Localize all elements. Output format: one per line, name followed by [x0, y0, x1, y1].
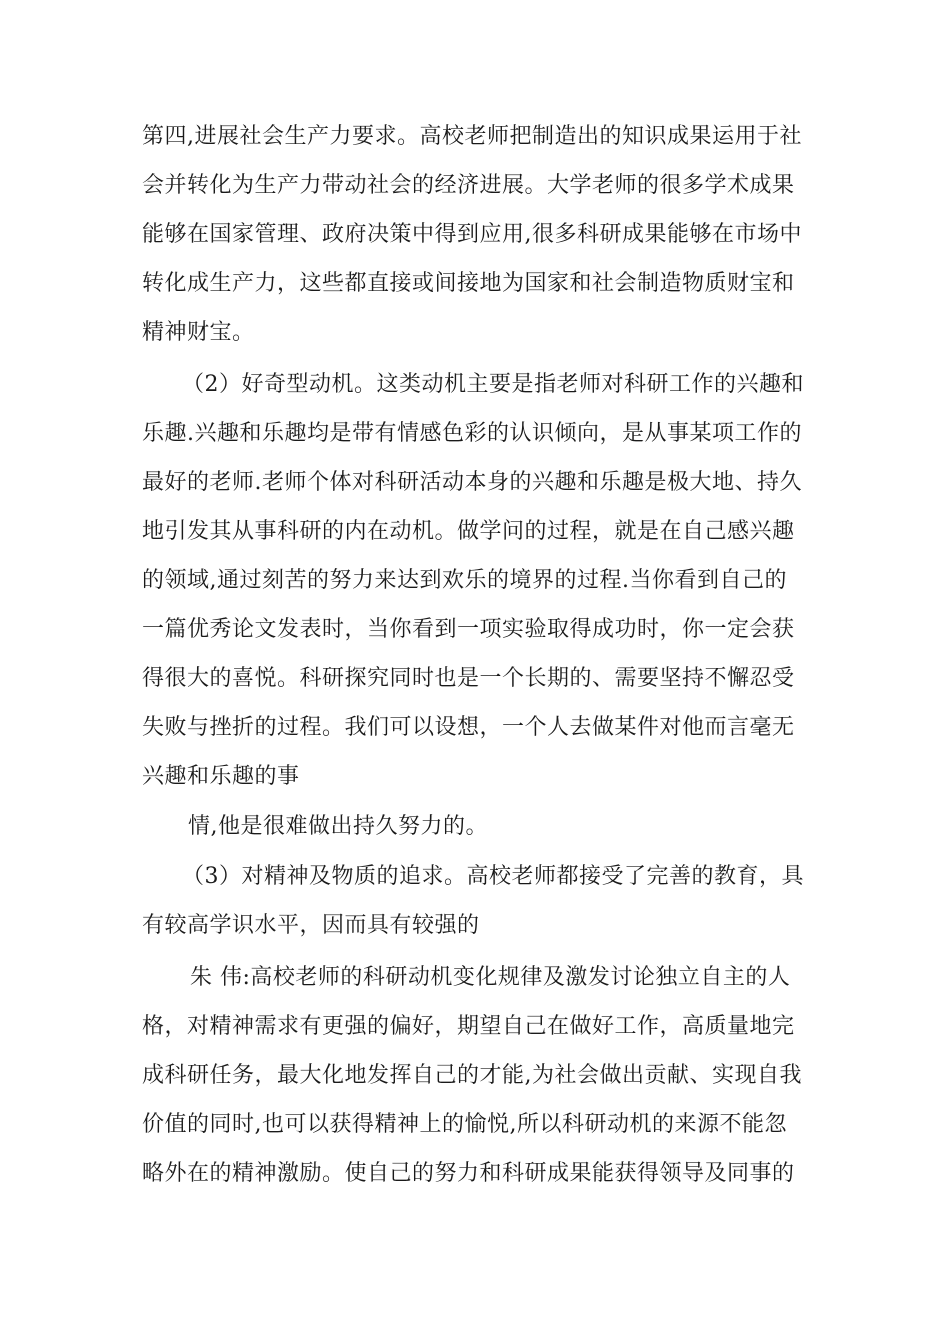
- paragraph-start: （3）对精神及物质的追求。高校老师都接受了完善的教育，具: [182, 864, 804, 889]
- text-line: 能够在国家管理、政府决策中得到应用,很多科研成果能够在市场中: [142, 222, 802, 247]
- text-line: 的领域,通过刻苦的努力来达到欢乐的境界的过程.当你看到自己的: [142, 568, 787, 593]
- paragraph-start: 情,他是很难做出持久努力的。: [188, 814, 488, 839]
- text-line: 最好的老师.老师个体对科研活动本身的兴趣和乐趣是极大地、持久: [142, 470, 802, 495]
- running-header-line: 朱 伟:高校老师的科研动机变化规律及激发讨论独立自主的人: [190, 965, 791, 990]
- text-line: 兴趣和乐趣的事: [142, 764, 300, 789]
- text-line: 格，对精神需求有更强的偏好，期望自己在做好工作，高质量地完: [142, 1014, 795, 1039]
- text-line: 精神财宝。: [142, 320, 255, 345]
- text-line: 乐趣.兴趣和乐趣均是带有情感色彩的认识倾向，是从事某项工作的: [142, 421, 802, 446]
- text-line: 会并转化为生产力带动社会的经济进展。大学老师的很多学术成果: [142, 173, 795, 198]
- text-line: 有较高学识水平，因而具有较强的: [142, 913, 480, 938]
- text-line: 第四,进展社会生产力要求。高校老师把制造出的知识成果运用于社: [142, 124, 802, 149]
- text-line: 价值的同时,也可以获得精神上的愉悦,所以科研动机的来源不能忽: [142, 1112, 787, 1137]
- text-line: 转化成生产力，这些都直接或间接地为国家和社会制造物质财宝和: [142, 271, 795, 296]
- text-line: 失败与挫折的过程。我们可以设想，一个人去做某件对他而言毫无: [142, 715, 795, 740]
- text-line: 成科研任务，最大化地发挥自己的才能,为社会做出贡献、实现自我: [142, 1063, 802, 1088]
- text-line: 得很大的喜悦。科研探究同时也是一个长期的、需要坚持不懈忍受: [142, 666, 795, 691]
- text-line: 略外在的精神激励。使自己的努力和科研成果能获得领导及同事的: [142, 1161, 795, 1186]
- text-line: 一篇优秀论文发表时，当你看到一项实验取得成功时，你一定会获: [142, 617, 795, 642]
- paragraph-start: （2）好奇型动机。这类动机主要是指老师对科研工作的兴趣和: [182, 372, 804, 397]
- text-line: 地引发其从事科研的内在动机。做学问的过程，就是在自己感兴趣: [142, 519, 795, 544]
